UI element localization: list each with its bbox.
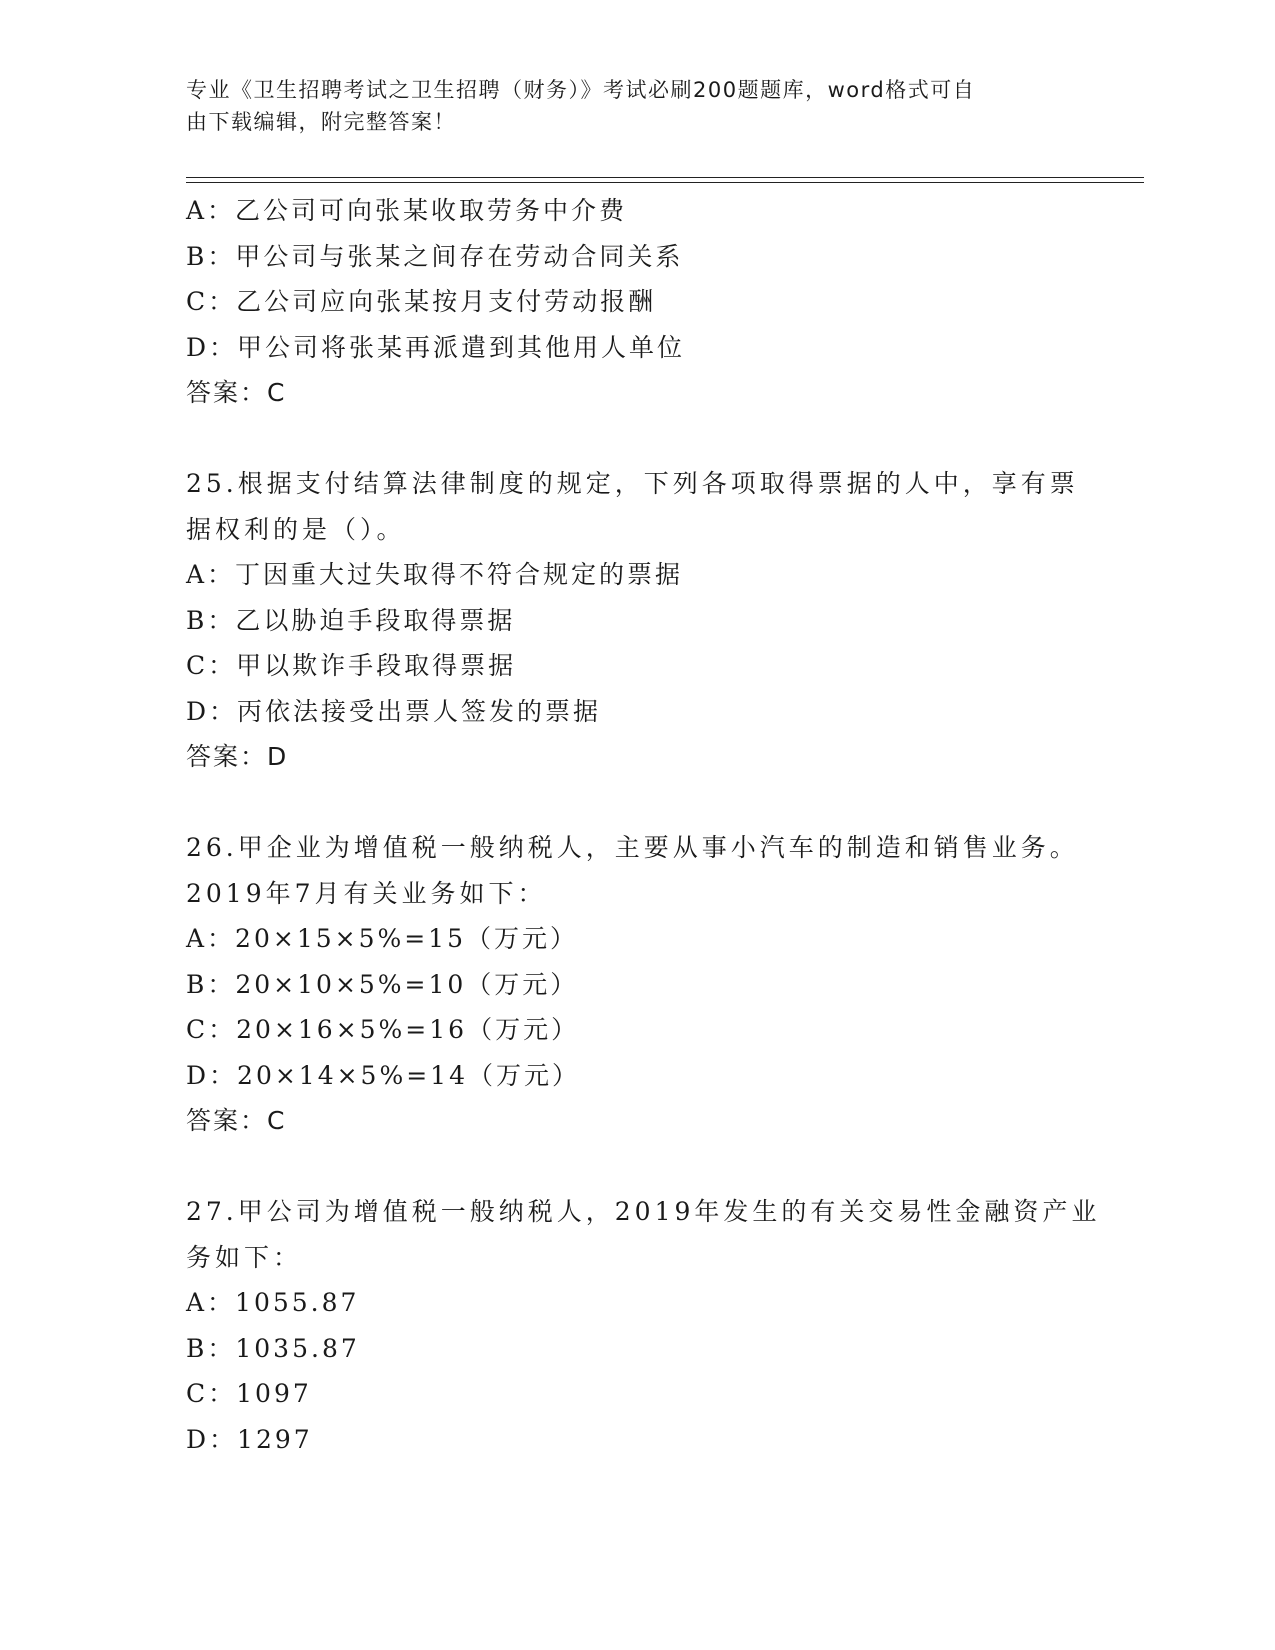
header-divider-bottom bbox=[186, 182, 1144, 183]
document-header bbox=[186, 74, 1066, 138]
option-c: C：甲以欺诈手段取得票据 bbox=[186, 651, 517, 680]
option-d: D：丙依法接受出票人签发的票据 bbox=[186, 696, 602, 726]
question-stem bbox=[186, 1189, 1101, 1280]
option-b: B：甲公司与张某之间存在劳动合同关系 bbox=[186, 241, 684, 271]
option-b: B：乙以胁迫手段取得票据 bbox=[186, 605, 516, 635]
option-a: A：1055.87 bbox=[186, 1288, 360, 1317]
question-stem-line: 26.甲企业为增值税一般纳税人，主要从事小汽车的制造和销售业务。 bbox=[186, 833, 1079, 862]
question-block-27 bbox=[186, 1189, 1101, 1462]
question-block-24 bbox=[186, 188, 1086, 416]
option-b: B：20×10×5%=10（万元） bbox=[186, 969, 579, 999]
option-a: A：丁因重大过失取得不符合规定的票据 bbox=[186, 560, 684, 589]
question-stem-line: 务如下： bbox=[186, 1242, 303, 1272]
option-c: C：1097 bbox=[186, 1379, 312, 1408]
option-d: D：甲公司将张某再派遣到其他用人单位 bbox=[186, 332, 686, 362]
option-a: A：20×15×5%=15（万元） bbox=[186, 924, 578, 953]
answer-text: 答案：C bbox=[186, 1106, 287, 1135]
answer-text: 答案：C bbox=[186, 378, 287, 407]
question-stem-line: 25.根据支付结算法律制度的规定，下列各项取得票据的人中，享有票 bbox=[186, 469, 1079, 498]
question-stem-line: 27.甲公司为增值税一般纳税人，2019年发生的有关交易性金融资产业 bbox=[186, 1197, 1101, 1226]
answer-text: 答案：D bbox=[186, 742, 289, 771]
question-block-25 bbox=[186, 461, 1086, 780]
question-stem-line: 2019年7月有关业务如下： bbox=[186, 878, 547, 908]
header-divider-top bbox=[186, 177, 1144, 178]
option-d: D：1297 bbox=[186, 1424, 313, 1454]
option-d: D：20×14×5%=14（万元） bbox=[186, 1060, 580, 1090]
header-line-1: 专业《卫生招聘考试之卫生招聘（财务）》考试必刷200题题库，word格式可自 bbox=[186, 78, 976, 102]
question-list bbox=[186, 188, 1101, 1462]
header-line-2: 由下载编辑，附完整答案！ bbox=[186, 110, 456, 134]
option-a: A：乙公司可向张某收取劳务中介费 bbox=[186, 196, 628, 225]
question-stem bbox=[186, 461, 1086, 552]
option-c: C：乙公司应向张某按月支付劳动报酬 bbox=[186, 287, 657, 316]
question-block-26 bbox=[186, 825, 1086, 1144]
option-c: C：20×16×5%=16（万元） bbox=[186, 1015, 580, 1044]
question-stem-line: 据权利的是（）。 bbox=[186, 514, 406, 544]
question-stem bbox=[186, 825, 1086, 916]
option-b: B：1035.87 bbox=[186, 1333, 360, 1363]
